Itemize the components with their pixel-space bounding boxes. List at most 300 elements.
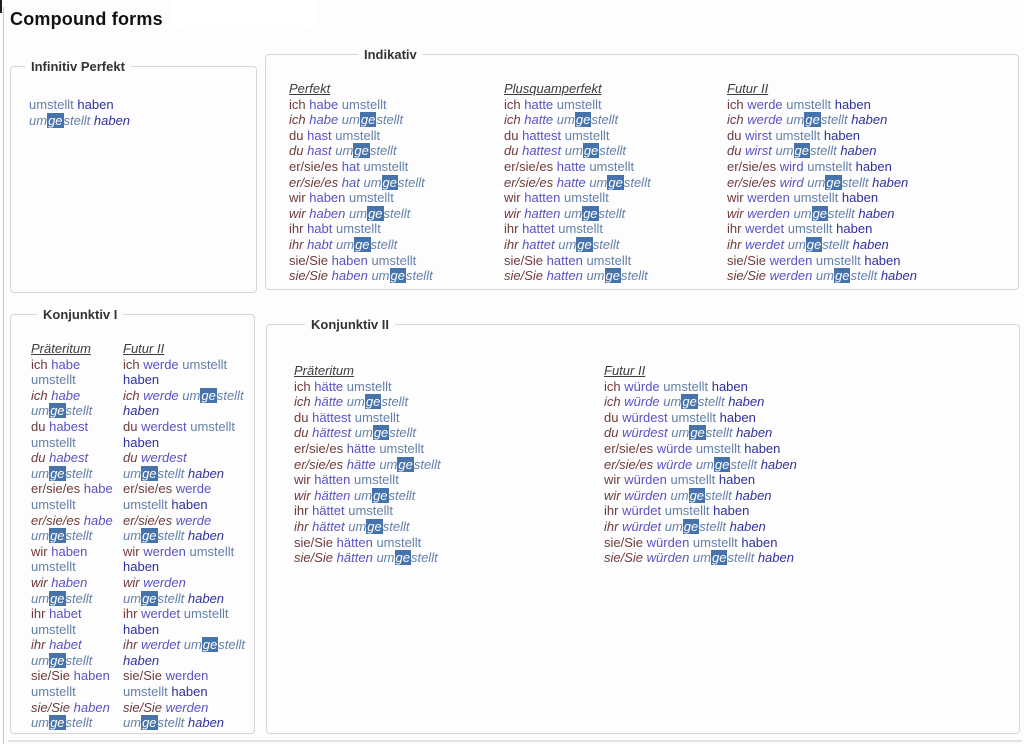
conjugation-line	[294, 488, 589, 504]
section-indikativ	[265, 47, 1019, 290]
conjugation-line	[123, 481, 248, 512]
conjugation-line	[31, 700, 121, 731]
tense-column	[289, 81, 499, 284]
ge-highlight: ge	[360, 112, 376, 128]
word-pron: er/sie/es	[604, 456, 654, 472]
ge-highlight: ge	[50, 590, 65, 606]
word-pron: ihr	[123, 637, 138, 653]
word-pron: du	[31, 418, 46, 434]
word-inf: haben	[187, 528, 225, 544]
word-inf: haben	[77, 97, 114, 112]
word-inf: haben	[171, 684, 208, 700]
word-pron: wir	[727, 190, 744, 206]
word-pron: ihr	[123, 606, 138, 622]
word-aux: würdest	[622, 425, 668, 441]
word-part: umstellt	[189, 543, 235, 559]
word-aux: hätte	[346, 456, 376, 472]
word-aux: würde	[624, 394, 660, 410]
ge-highlight: ge	[714, 456, 730, 472]
word-aux: hättet	[312, 503, 345, 519]
word-inf: haben	[741, 534, 778, 550]
word-part: umgestellt	[671, 425, 733, 441]
word-inf: haben	[852, 236, 889, 252]
word-pron: ihr	[604, 503, 619, 519]
word-aux: würdet	[622, 503, 662, 519]
word-aux: würdest	[622, 409, 668, 425]
word-pron: ich	[604, 394, 621, 410]
word-aux: werdet	[745, 236, 785, 252]
word-part: umstellt	[787, 221, 833, 237]
word-pron: du	[31, 450, 46, 466]
word-pron: ihr	[289, 236, 304, 252]
word-aux: hatten	[546, 268, 583, 284]
tense-header: Futur II	[604, 363, 646, 378]
conjugation-line	[31, 606, 121, 637]
word-pron: sie/Sie	[294, 550, 334, 566]
conjugation-line	[31, 668, 121, 699]
word-aux: werden	[747, 205, 790, 221]
word-part: umstellt	[371, 252, 417, 268]
word-part: umstellt	[564, 190, 609, 206]
word-aux: hatte	[524, 112, 554, 128]
ge-highlight: ge	[142, 528, 157, 544]
word-pron: wir	[504, 205, 521, 221]
word-aux: werden	[143, 574, 186, 590]
ge-highlight: ge	[608, 174, 623, 190]
word-part: umgestellt	[31, 403, 93, 419]
conjugation-line	[504, 221, 722, 237]
word-pron: sie/Sie	[31, 699, 71, 715]
word-pron: er/sie/es	[504, 158, 554, 174]
conjugation-line	[123, 357, 248, 388]
word-inf: haben	[729, 518, 766, 534]
word-aux: habe	[83, 512, 113, 528]
ge-highlight: ge	[826, 174, 841, 190]
word-part: umgestellt	[335, 143, 397, 159]
word-pron: sie/Sie	[727, 268, 767, 284]
word-pron: wir	[123, 574, 140, 590]
word-part: umgestellt	[775, 143, 837, 159]
ge-highlight: ge	[50, 652, 65, 668]
word-pron: ihr	[727, 221, 742, 237]
conjugation-line	[727, 253, 1009, 269]
word-inf: haben	[711, 378, 748, 394]
conjugation-line	[294, 425, 589, 441]
word-pron: ich	[294, 394, 311, 410]
conjugation-line	[123, 668, 248, 699]
word-part: umgestellt	[558, 236, 620, 252]
word-pron: ich	[504, 112, 521, 128]
word-aux: werde	[175, 512, 212, 528]
left-edge-line	[3, 7, 4, 744]
word-part: umgestellt	[31, 715, 93, 731]
word-part: umstellt	[586, 252, 632, 268]
word-pron: wir	[294, 487, 311, 503]
word-part: umgestellt	[589, 174, 651, 190]
word-part: umstellt	[670, 472, 716, 488]
word-part: umgestellt	[376, 550, 438, 566]
conjugation-line	[504, 253, 722, 269]
word-aux: hattest	[522, 127, 562, 143]
ge-highlight: ge	[605, 268, 620, 284]
word-part: umgestellt	[341, 112, 404, 128]
ge-highlight: ge	[682, 394, 697, 410]
word-aux: haben	[309, 190, 346, 206]
word-aux: habe	[51, 356, 81, 372]
tense-header: Präteritum	[31, 341, 91, 356]
word-inf: haben	[834, 96, 871, 112]
word-aux: hätte	[314, 394, 344, 410]
conjugation-line	[504, 206, 722, 222]
word-part: umgestellt	[31, 465, 93, 481]
conjugation-line	[504, 190, 722, 206]
conjugation-line	[604, 441, 914, 457]
conjugation-line	[289, 253, 499, 269]
conjugation-line	[31, 481, 121, 512]
word-aux: wird	[779, 158, 804, 174]
conjugation-line	[294, 503, 589, 519]
conjugation-line	[289, 97, 499, 113]
word-inf: haben	[744, 440, 781, 456]
conjugation-line	[123, 544, 248, 575]
tense-column	[31, 341, 121, 731]
word-aux: hatten	[524, 190, 561, 206]
conjugation-line	[504, 175, 722, 191]
word-aux: würden	[646, 550, 690, 566]
word-part: umgestellt	[31, 652, 93, 668]
word-part: umgestellt	[663, 394, 725, 410]
conjugation-line	[289, 221, 499, 237]
ge-highlight: ge	[354, 143, 369, 159]
conjugation-line	[604, 410, 914, 426]
word-inf: haben	[823, 127, 861, 143]
word-aux: hattet	[522, 236, 555, 252]
word-aux: werden	[165, 668, 209, 684]
word-pron: ihr	[504, 236, 519, 252]
word-pron: sie/Sie	[604, 534, 644, 550]
word-pron: er/sie/es	[289, 174, 339, 190]
word-pron: er/sie/es	[294, 456, 344, 472]
conjugation-line	[727, 237, 1009, 253]
word-pron: wir	[123, 543, 140, 559]
word-pron: ihr	[504, 221, 519, 237]
word-aux: werde	[747, 96, 783, 112]
conjugation-line	[727, 159, 1009, 175]
word-pron: er/sie/es	[123, 512, 173, 528]
word-part: umstellt	[589, 158, 635, 174]
word-part: umgestellt	[670, 487, 732, 503]
word-aux: habt	[307, 236, 333, 252]
word-part: umstellt	[190, 418, 236, 434]
conjugation-line	[123, 637, 248, 668]
conjugation-line	[727, 143, 1009, 159]
word-aux: werde	[747, 112, 783, 128]
word-pron: du	[727, 143, 742, 159]
word-part: umstellt	[182, 356, 228, 372]
ge-highlight: ge	[382, 174, 397, 190]
conjugation-line	[294, 457, 589, 473]
word-aux: habe	[309, 112, 339, 128]
ge-highlight: ge	[806, 236, 822, 252]
conjugation-line	[727, 190, 1009, 206]
word-aux: hätten	[314, 472, 351, 488]
conjugation-line	[604, 425, 914, 441]
conjugation-line	[727, 206, 1009, 222]
conjugation-line	[604, 394, 914, 410]
conjugation-line	[289, 159, 499, 175]
word-aux: werdet	[141, 606, 181, 622]
conjugation-line	[123, 606, 248, 637]
word-inf: haben	[719, 409, 756, 425]
word-part: umstellt	[671, 409, 717, 425]
word-aux: hattet	[522, 221, 555, 237]
word-part: umstellt	[556, 96, 602, 112]
word-part: umgestellt	[564, 205, 626, 221]
conjugation-line	[31, 637, 121, 668]
word-aux: haben	[51, 543, 88, 559]
conjugation-line	[31, 544, 121, 575]
word-inf: haben	[840, 143, 877, 159]
conjugation-line	[289, 128, 499, 144]
word-inf: haben	[760, 456, 797, 472]
tense-header: Plusquamperfekt	[504, 81, 602, 96]
ge-highlight: ge	[834, 268, 850, 284]
word-aux: habest	[49, 418, 89, 434]
conjugation-line	[31, 419, 121, 450]
conjugation-line	[727, 128, 1009, 144]
conjugation-line	[123, 419, 248, 450]
ge-highlight: ge	[575, 112, 591, 128]
word-part: umstellt	[31, 372, 76, 388]
ge-highlight: ge	[690, 425, 705, 441]
conjugation-line	[504, 143, 722, 159]
word-part: umgestellt	[183, 637, 245, 653]
ge-highlight: ge	[142, 590, 157, 606]
word-part: umstellt	[183, 606, 229, 622]
word-aux: habt	[307, 221, 333, 237]
word-inf: haben	[841, 190, 879, 206]
ge-highlight: ge	[683, 518, 699, 534]
word-pron: ich	[604, 378, 621, 394]
word-pron: wir	[31, 543, 48, 559]
conjugation-line	[29, 113, 249, 129]
word-part: umstellt	[775, 127, 821, 143]
word-pron: sie/Sie	[123, 699, 163, 715]
word-pron: du	[294, 425, 309, 441]
word-aux: haben	[51, 574, 88, 590]
conjugation-line	[504, 268, 722, 284]
word-inf: haben	[872, 174, 909, 190]
conjugation-line	[289, 206, 499, 222]
word-pron: ich	[289, 112, 306, 128]
word-pron: wir	[31, 574, 48, 590]
word-aux: werden	[143, 543, 186, 559]
tense-column	[294, 363, 589, 566]
word-aux: hätte	[314, 378, 344, 394]
word-pron: sie/Sie	[123, 668, 163, 684]
word-pron: du	[294, 409, 309, 425]
word-pron: er/sie/es	[31, 481, 81, 497]
word-pron: ihr	[294, 503, 309, 519]
word-inf: haben	[880, 268, 917, 284]
ge-highlight: ge	[711, 550, 727, 566]
conjugation-line	[289, 175, 499, 191]
word-inf: haben	[123, 652, 160, 668]
section-konjunktiv-i	[10, 307, 255, 734]
word-part: umstellt	[31, 434, 76, 450]
ge-highlight: ge	[355, 236, 370, 252]
word-aux: würden	[624, 487, 667, 503]
word-part: umstellt	[564, 127, 610, 143]
word-part: umstellt	[692, 534, 738, 550]
word-aux: habet	[49, 606, 82, 622]
conjugation-line	[727, 175, 1009, 191]
word-pron: sie/Sie	[294, 534, 334, 550]
ge-highlight: ge	[48, 112, 63, 128]
tense-column	[123, 341, 248, 731]
word-pron: wir	[289, 205, 306, 221]
conjugation-line	[294, 410, 589, 426]
word-aux: hattest	[522, 143, 562, 159]
word-part: umstellt	[664, 503, 710, 519]
word-part: umstellt	[807, 158, 853, 174]
conjugation-line	[727, 112, 1009, 128]
ge-highlight: ge	[367, 518, 382, 534]
ge-highlight: ge	[577, 236, 592, 252]
tense-header: Futur II	[727, 81, 769, 96]
word-part: umstellt	[31, 621, 76, 637]
word-pron: ich	[504, 96, 521, 112]
word-part: umstellt	[793, 190, 839, 206]
ge-highlight: ge	[398, 456, 413, 472]
word-part: umstellt	[123, 684, 168, 700]
ge-highlight: ge	[365, 394, 381, 410]
word-inf: haben	[736, 425, 773, 441]
word-part: umstellt	[341, 96, 387, 112]
ge-highlight: ge	[390, 268, 405, 284]
word-pron: sie/Sie	[289, 268, 329, 284]
ge-highlight: ge	[583, 143, 599, 159]
conjugation-line	[294, 394, 589, 410]
word-aux: wirst	[745, 143, 772, 159]
conjugation-line	[31, 357, 121, 388]
word-part: umstellt	[31, 559, 76, 575]
conjugation-line	[289, 190, 499, 206]
word-pron: ihr	[31, 606, 46, 622]
word-pron: wir	[294, 472, 311, 488]
word-aux: hast	[307, 127, 332, 143]
tense-column	[727, 81, 1009, 284]
word-pron: ich	[123, 356, 140, 372]
word-pron: er/sie/es	[123, 481, 173, 497]
word-part: umgestellt	[695, 456, 758, 472]
conjugation-line	[294, 441, 589, 457]
ge-highlight: ge	[50, 465, 65, 481]
conjugation-line	[504, 112, 722, 128]
word-part: umstellt	[376, 534, 422, 550]
ge-highlight: ge	[794, 143, 809, 159]
word-part: umstellt	[363, 158, 409, 174]
tense-column	[604, 363, 914, 566]
word-aux: haben	[73, 699, 110, 715]
word-pron: du	[604, 409, 619, 425]
section-legend: Indikativ	[358, 46, 423, 63]
word-part: umgestellt	[664, 518, 726, 534]
tense-column	[29, 97, 249, 128]
word-part: umstellt	[558, 221, 604, 237]
word-pron: wir	[727, 205, 744, 221]
word-aux: werdest	[141, 450, 187, 466]
word-aux: hast	[307, 143, 332, 159]
conjugation-line	[604, 379, 914, 395]
conjugation-line	[31, 575, 121, 606]
conjugation-line	[31, 388, 121, 419]
word-pron: ihr	[289, 221, 304, 237]
word-inf: haben	[187, 590, 225, 606]
word-pron: ich	[123, 387, 140, 403]
columns	[266, 81, 1018, 289]
word-part: umstellt	[336, 221, 381, 237]
conjugation-line	[604, 472, 914, 488]
word-part: umgestellt	[793, 205, 855, 221]
word-inf: haben	[855, 158, 892, 174]
title-highlight	[170, 0, 318, 30]
conjugation-line	[604, 488, 914, 504]
word-pron: du	[289, 143, 304, 159]
word-part: umgestellt	[787, 236, 849, 252]
word-part: umstellt	[695, 440, 741, 456]
ge-highlight: ge	[373, 487, 388, 503]
word-part: umstellt	[29, 97, 74, 112]
word-part: umstellt	[31, 684, 76, 700]
word-pron: ihr	[31, 637, 46, 653]
ge-highlight: ge	[202, 637, 218, 653]
columns	[267, 363, 1019, 733]
word-pron: du	[123, 418, 138, 434]
corner-mark	[0, 0, 2, 13]
word-part: umstellt	[379, 440, 425, 456]
word-aux: hatte	[524, 96, 554, 112]
word-part: umgestellt	[363, 174, 425, 190]
section-konjunktiv-ii	[266, 317, 1020, 734]
word-part: umgestellt	[123, 465, 185, 481]
word-aux: hätten	[336, 534, 373, 550]
word-inf: haben	[123, 403, 160, 419]
conjugation-line	[727, 97, 1009, 113]
word-part: umgestellt	[371, 268, 433, 284]
word-inf: haben	[123, 372, 160, 388]
conjugation-line	[504, 97, 722, 113]
word-pron: wir	[604, 472, 621, 488]
ge-highlight: ge	[368, 205, 383, 221]
conjugation-line	[504, 128, 722, 144]
word-pron: sie/Sie	[604, 550, 644, 566]
word-aux: hätten	[336, 550, 373, 566]
tense-column	[504, 81, 722, 284]
word-aux: hättest	[312, 409, 352, 425]
word-pron: er/sie/es	[31, 512, 81, 528]
word-inf: haben	[864, 252, 901, 268]
word-part: umgestellt	[692, 550, 755, 566]
word-pron: er/sie/es	[727, 158, 777, 174]
conjugation-line	[294, 472, 589, 488]
word-pron: du	[504, 127, 519, 143]
word-pron: ich	[294, 378, 311, 394]
conjugation-line	[123, 575, 248, 606]
tense-header: Futur II	[123, 341, 165, 356]
word-part: umgestellt	[346, 394, 409, 410]
conjugation-line	[504, 159, 722, 175]
